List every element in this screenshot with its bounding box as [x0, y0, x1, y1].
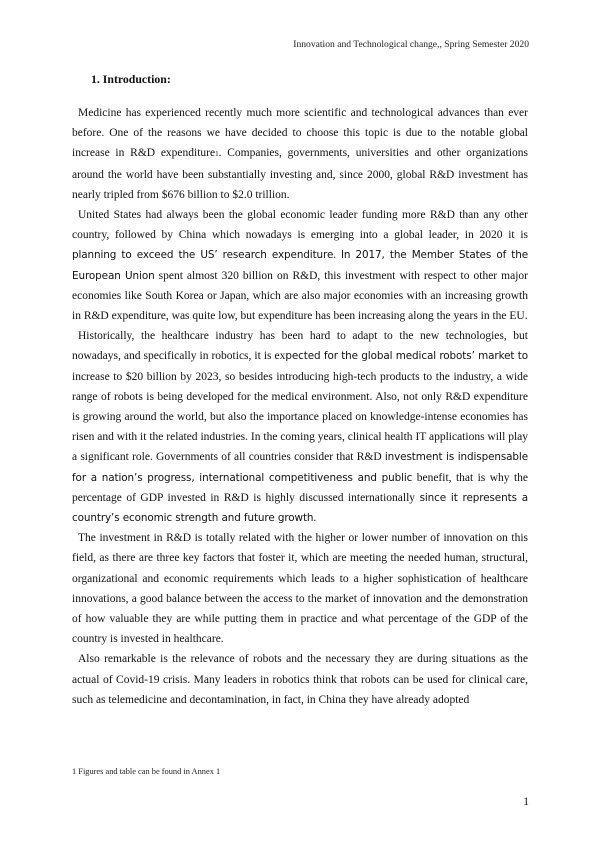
p3-text-e: benefit, that is why the percentage of GDP invested in R&D is highly discussed internationally	[72, 471, 528, 504]
running-header: Innovation and Technological change,, Spring Semester 2020	[293, 39, 529, 50]
p2-text-a: United States had always been the global economic leader funding more R&D than any other country, followed by China which nowadays is emerging into a global leader, in 2020 it is	[72, 209, 528, 242]
paragraph-1	[72, 103, 528, 205]
p1-text-a: Medicine has experienced recently much more scientific and technological advances than ever before. One of the reasons we have decided to choose this topic is due to the notable global increase in R&D expenditure	[72, 107, 528, 160]
p3-quote-b: investment is indispensable for a nation’s progress, international competitiveness and public	[72, 451, 528, 484]
p1-text-b: . Companies, governments, universities and other organizations around the world have been substantially investing and, since 2000, global R&D investment has nearly tripled from $676 billion to $2.0 trillion.	[72, 147, 528, 201]
p2-quote-a: planning to exceed the US’ research expenditure	[72, 249, 334, 262]
p3-text-c: increase to $20 billion by 2023, so besides introducing high-tech products to the industry, a wide range of robots is being developed for the medical environment. Also, not only R&D expenditure is growing around the world, but also the importance placed on knowledge-intense economies has risen and with it the related industries. In the coming years, clinical health IT applications will play a significant role. Governments of all countries consider that R&D	[72, 370, 528, 464]
p2-quote-b: In 2017, the Member States of the European Union	[72, 249, 529, 282]
p2-text-c: .	[333, 249, 341, 262]
paragraph-4: The investment in R&D is totally related with the higher or lower number of innovation on this field, as there are three key factors that foster it, which are meeting the needed human, structural, organizational and economic requirements which leads to a higher sophistication of healthcare innovations, a good balance between the access to the market of innovation and the demonstration of how valuable they are while putting them in practice and what percentage of the GDP of the country is invested in healthcare.	[72, 532, 528, 646]
paragraph-3	[72, 326, 528, 528]
p3-text-a: Historically, the healthcare industry has been hard to adapt to the new technologies, but nowadays, and specifically in robotics, it is ex	[72, 330, 528, 363]
p2-text-e: spent almost 320 billion on R&D, this investment with respect to other major economies like South Korea or Japan, which are also major economies with an increasing growth in R&D expenditure, was quite low, but expenditure has been increasing along the years in the EU.	[72, 269, 528, 323]
p3-quote-a: pected for the global medical robots’ market to	[285, 350, 528, 363]
section-title: 1. Introduction:	[91, 72, 171, 86]
p3-text-g: .	[313, 512, 317, 525]
p3-quote-c: since it represents a country’s economic strength and future growth	[72, 491, 528, 525]
page-number: 1	[523, 796, 529, 808]
paragraph-5: Also remarkable is the relevance of robots and the necessary they are during situations as the actual of Covid-19 crisis. Many leaders in robotics think that robots can be used for clinical care, such as telemedicine and decontamination, in fact, in China they have already adopted	[72, 653, 528, 706]
paragraph-2	[72, 205, 528, 326]
footnote-ref: 1	[215, 150, 219, 159]
footnote: 1 Figures and table can be found in Annex 1	[72, 767, 221, 776]
body-text	[72, 103, 528, 710]
